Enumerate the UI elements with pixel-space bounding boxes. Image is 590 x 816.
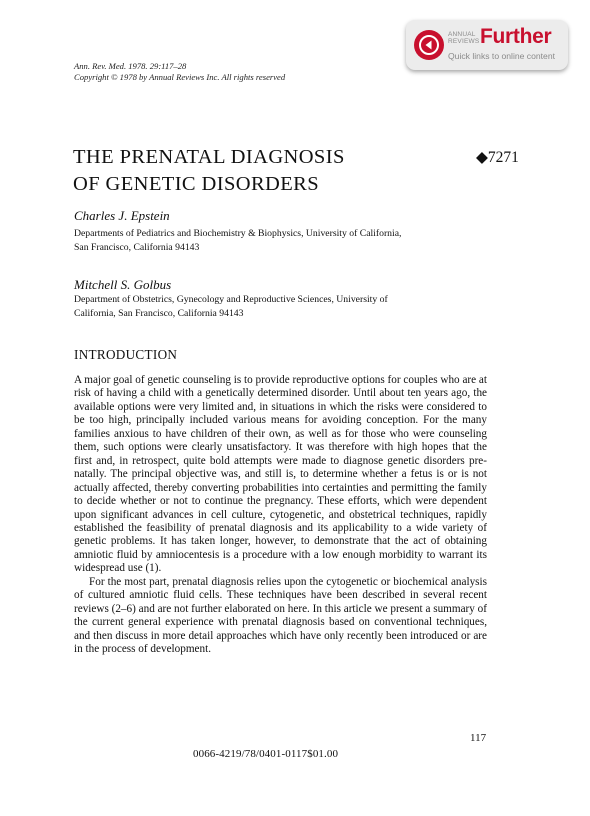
further-brand: Further xyxy=(480,25,552,48)
author-name-2: Mitchell S. Golbus xyxy=(74,277,172,292)
play-circle-icon xyxy=(414,30,444,60)
issn-code: 0066-4219/78/0401-0117$01.00 xyxy=(193,748,339,760)
author-affiliation-2: Department of Obstetrics, Gynecology and Reproductive Sciences, University of California, San Francisco, California 94143 xyxy=(74,294,388,319)
author-affiliation-1: Departments of Pediatrics and Biochemistry & Biophysics, University of California, San Francisco, California 94143 xyxy=(74,228,402,253)
copyright-notice: Copyright © 1978 by Annual Reviews Inc. All rights reserved xyxy=(74,72,286,82)
journal-citation: Ann. Rev. Med. 1978. 29:117–28 xyxy=(74,61,187,71)
further-badge[interactable] xyxy=(406,20,568,70)
annual-reviews-wordmark: ANNUAL REVIEWS xyxy=(448,31,480,45)
article-body xyxy=(74,374,487,657)
author-name-1: Charles J. Epstein xyxy=(74,208,170,223)
paragraph-2: For the most part, prenatal diagnosis relies upon the cytogenetic or biochemical analysis of cultured amniotic fluid cells. These techniques have been described in several recent reviews (2–6) and are not further elaborated on here. In this article we present a summary of the current general experience with prenatal diagnosis based on conventional techniques, and then discuss in more detail approaches which have only recently been introduced or are in the process of development. xyxy=(74,575,487,656)
journal-reference xyxy=(74,61,285,83)
paragraph-1: A major goal of genetic counseling is to provide reproductive options for couples who are at risk of having a child with a genetically determined disorder. Until about ten years ago, the available options were very limited and, in situations in which the risks were considered to be too high, principally included various means for avoiding conception. For the many families anxious to have children of their own, as well as for those who were counseling them, such options were clearly unsatisfactory. It was therefore with high hopes that the first and, in retrospect, quite bold attempts were made to diagnose genetic disorders prenatally. The principal objective was, and still is, to determine whether a fetus is or is not actually affected, thereby converting probabilities into certainties and permitting the family to decide whether or not to continue the pregnancy. These efforts, which were dependent upon significant advances in cell culture, cytogenetic, and obstetrical techniques, rapidly established the feasibility of prenatal diagnosis and its applicability to a wide variety of genetic problems. It has taken longer, however, to demonstrate that the act of obtaining amniotic fluid by amniocentesis is a procedure with a low enough morbidity to warrant its widespread use (1). xyxy=(74,374,487,575)
further-tagline: Quick links to online content xyxy=(448,51,556,61)
title-line-2: OF GENETIC DISORDERS xyxy=(73,173,320,195)
section-heading: INTRODUCTION xyxy=(74,347,178,362)
article-code: ◆7271 xyxy=(476,149,519,166)
article-title xyxy=(73,144,345,198)
title-line-1: THE PRENATAL DIAGNOSIS xyxy=(73,146,345,168)
page-number: 117 xyxy=(470,732,487,744)
